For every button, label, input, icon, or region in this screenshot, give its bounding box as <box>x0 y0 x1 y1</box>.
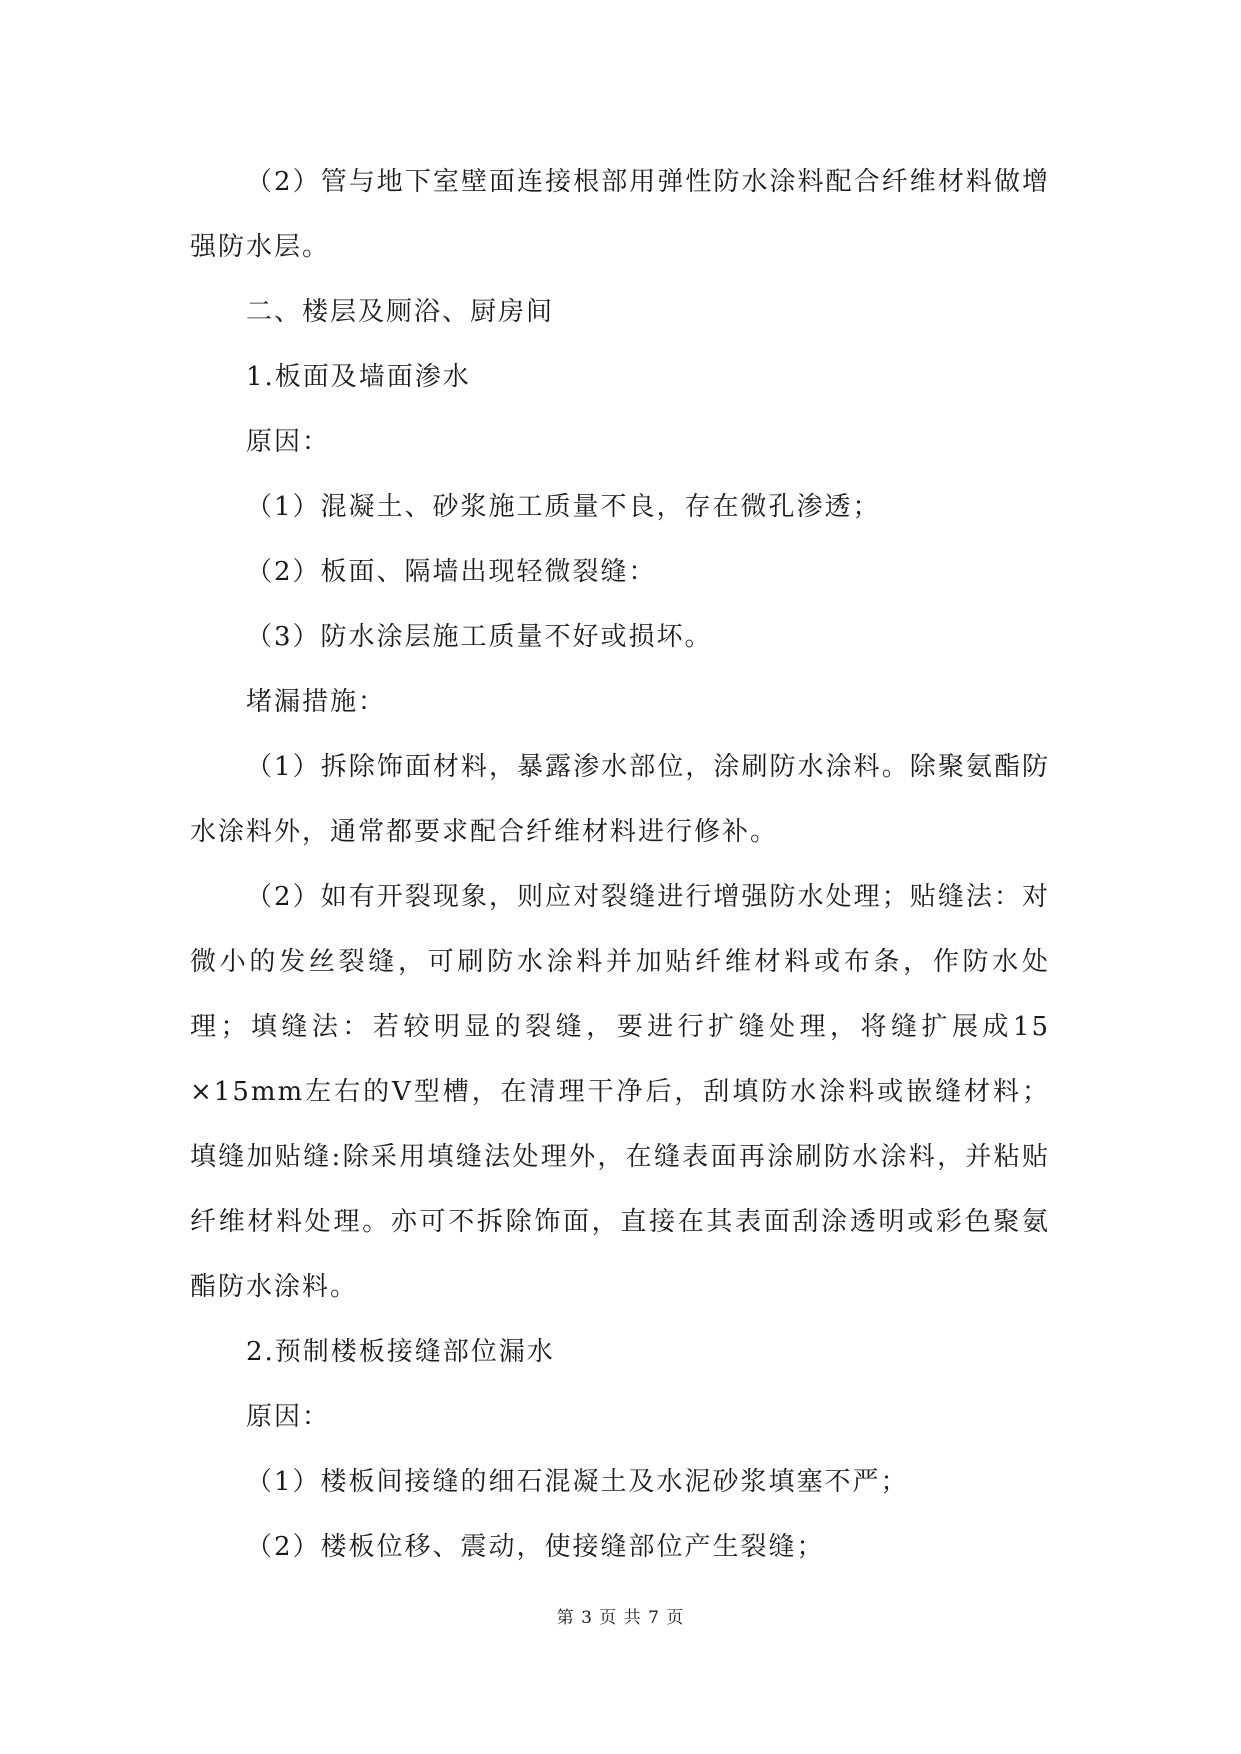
subheading-precast-slab-joint: 2.预制楼板接缝部位漏水 <box>246 1337 555 1367</box>
subheading-slab-wall-seepage: 1.板面及墙面渗水 <box>246 362 471 392</box>
label-measures: 堵漏措施： <box>246 687 387 717</box>
label-causes: 原因： <box>246 427 331 457</box>
cause-item-2-1: （1）楼板间接缝的细石混凝土及水泥砂浆填塞不严； <box>246 1467 909 1497</box>
paragraph-pipe-wall-joint: （2）管与地下室壁面连接根部用弹性防水涂料配合纤维材料做增强防水层。 <box>190 167 1050 262</box>
section-heading-floors: 二、楼层及厕浴、厨房间 <box>246 297 555 327</box>
cause-item-2-2: （2）楼板位移、震动，使接缝部位产生裂缝； <box>246 1532 825 1562</box>
cause-item-1: （1）混凝土、砂浆施工质量不良，存在微孔渗透； <box>246 492 881 522</box>
label-causes-2: 原因： <box>246 1402 331 1432</box>
measure-item-2: （2）如有开裂现象，则应对裂缝进行增强防水处理；贴缝法：对微小的发丝裂缝，可刷防水涂料并加贴纤维材料或布条，作防水处理；填缝法：若较明显的裂缝，要进行扩缝处理，将缝扩展成15 ×15mm左右的V型槽，在清理干净后，刮填防水涂料或嵌缝材料；填缝加贴缝:除采用填缝法处理外，在缝表面再涂刷防水涂料，并粘贴纤维材料处理。亦可不拆除饰面，直接在其表面刮涂透明或彩色聚氨酯防水涂料。 <box>190 882 1050 1302</box>
page-number-footer: 第 3 页 共 7 页 <box>556 1608 685 1628</box>
measure-item-1: （1）拆除饰面材料，暴露渗水部位，涂刷防水涂料。除聚氨酯防水涂料外，通常都要求配合纤维材料进行修补。 <box>190 752 1050 847</box>
cause-item-3: （3）防水涂层施工质量不好或损坏。 <box>246 622 713 652</box>
cause-item-2: （2）板面、隔墙出现轻微裂缝： <box>246 557 657 587</box>
document-body <box>190 150 1050 1580</box>
